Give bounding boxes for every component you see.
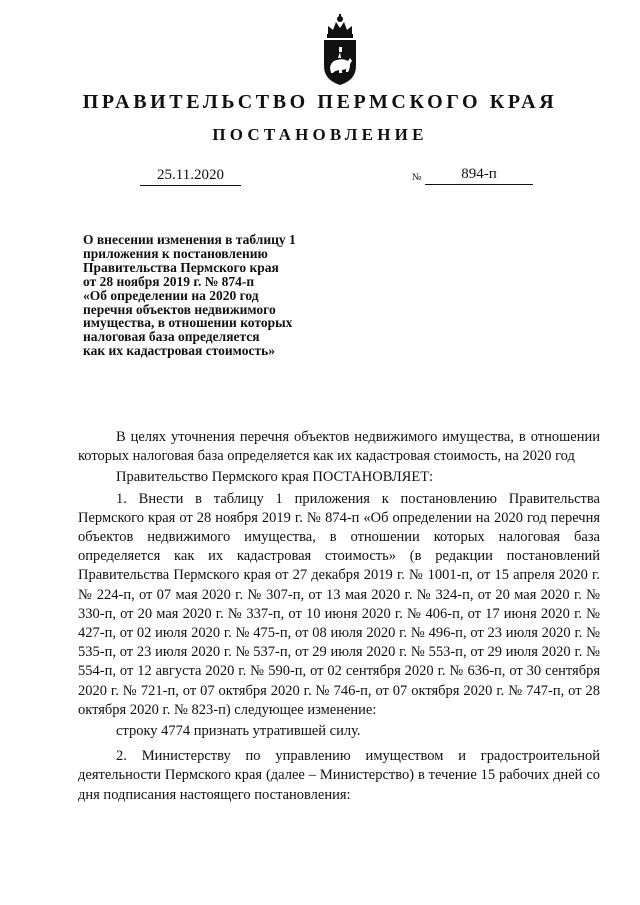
item-1-change-paragraph: строку 4774 признать утратившей силу. — [116, 723, 361, 740]
resolution-paragraph: Правительство Пермского края ПОСТАНОВЛЯЕТ: — [116, 469, 434, 486]
government-title: ПРАВИТЕЛЬСТВО ПЕРМСКОГО КРАЯ — [82, 91, 558, 113]
preamble-paragraph: В целях уточнения перечня объектов недвижимого имущества, в отношении которых налоговая база определяется как их кадастровая стоимость, на 2020 год — [78, 429, 600, 465]
item-2-paragraph: 2. Министерству по управлению имуществом и градостроительной деятельности Пермского края (далее – Министерство) в течение 15 рабочих дней со дня подписания настоящего постановления: — [78, 748, 600, 803]
document-body — [78, 428, 600, 807]
subject-line: приложения к постановлению — [83, 245, 268, 261]
document-number: 894-п — [425, 164, 533, 185]
number-label: № — [412, 172, 422, 183]
subject-line: имущества, в отношении которых — [83, 315, 293, 331]
subject-line: от 28 ноября 2019 г. № 874-п — [83, 273, 255, 289]
document-type: ПОСТАНОВЛЕНИЕ — [212, 125, 428, 144]
subject-line: Правительства Пермского края — [83, 259, 279, 275]
perm-krai-coat-of-arms-icon — [318, 14, 362, 86]
subject-line: как их кадастровая стоимость» — [83, 343, 275, 359]
subject-line: налоговая база определяется — [83, 329, 260, 345]
document-date: 25.11.2020 — [140, 165, 241, 186]
item-1-paragraph: 1. Внести в таблицу 1 приложения к постановлению Правительства Пермского края от 28 ноября 2019 г. № 874-п «Об определении на 2020 год перечня объектов недвижимого имущества, в отношении которых налоговая база определяется как их кадастровая стоимость» (в редакции постановлений Правительства Пермского края от 27 декабря 2019 г. № 1001-п, от 15 апреля 2020 г. № 224-п, от 07 мая 2020 г. № 307-п, от 13 мая 2020 г. № 324-п, от 20 мая 2020 г. № 330-п, от 20 мая 2020 г. № 337-п, от 10 июня 2020 г. № 406-п, от 17 июня 2020 г. № 427-п, от 02 июля 2020 г. № 475-п, от 08 июля 2020 г. № 496-п, от 23 июля 2020 г. № 535-п, от 23 июля 2020 г. № 537-п, от 29 июля 2020 г. № 553-п, от 29 июля 2020 г. № 554-п, от 12 августа 2020 г. № 590-п, от 02 сентября 2020 г. № 636-п, от 30 сентября 2020 г. № 721-п, от 07 октября 2020 г. № 746-п, от 07 октября 2020 г. № 747-п, от 28 октября 2020 г. № 823-п) следующее изменение: — [78, 490, 600, 718]
subject-line: перечня объектов недвижимого — [83, 301, 276, 317]
subject-line: «Об определении на 2020 год — [83, 287, 259, 303]
document-subject — [83, 233, 333, 358]
subject-line: О внесении изменения в таблицу 1 — [83, 232, 296, 247]
